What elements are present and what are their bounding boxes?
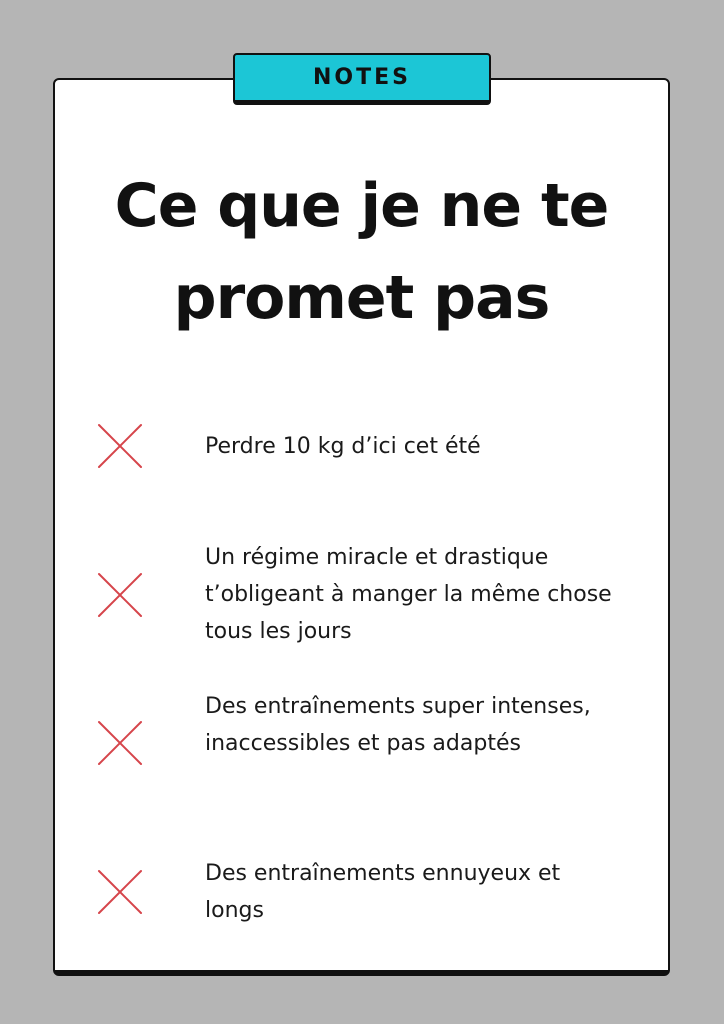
- notes-tag: [233, 53, 491, 105]
- cross-icon: [97, 572, 143, 618]
- list-item-text: Des entraînements super intenses, inaccessibles et pas adaptés: [205, 694, 591, 756]
- notes-tag-label: NOTES: [313, 65, 411, 90]
- cross-icon: [97, 423, 143, 469]
- page-title: Ce que je ne te promet pas: [114, 171, 609, 333]
- cross-icon: [97, 869, 143, 915]
- list-item-text: Un régime miracle et drastique t’obligeant à manger la même chose tous les jours: [205, 545, 612, 644]
- cross-icon: [97, 720, 143, 766]
- list-item-text: Des entraînements ennuyeux et longs: [205, 861, 561, 923]
- list-item-text: Perdre 10 kg d’ici cet été: [205, 434, 481, 459]
